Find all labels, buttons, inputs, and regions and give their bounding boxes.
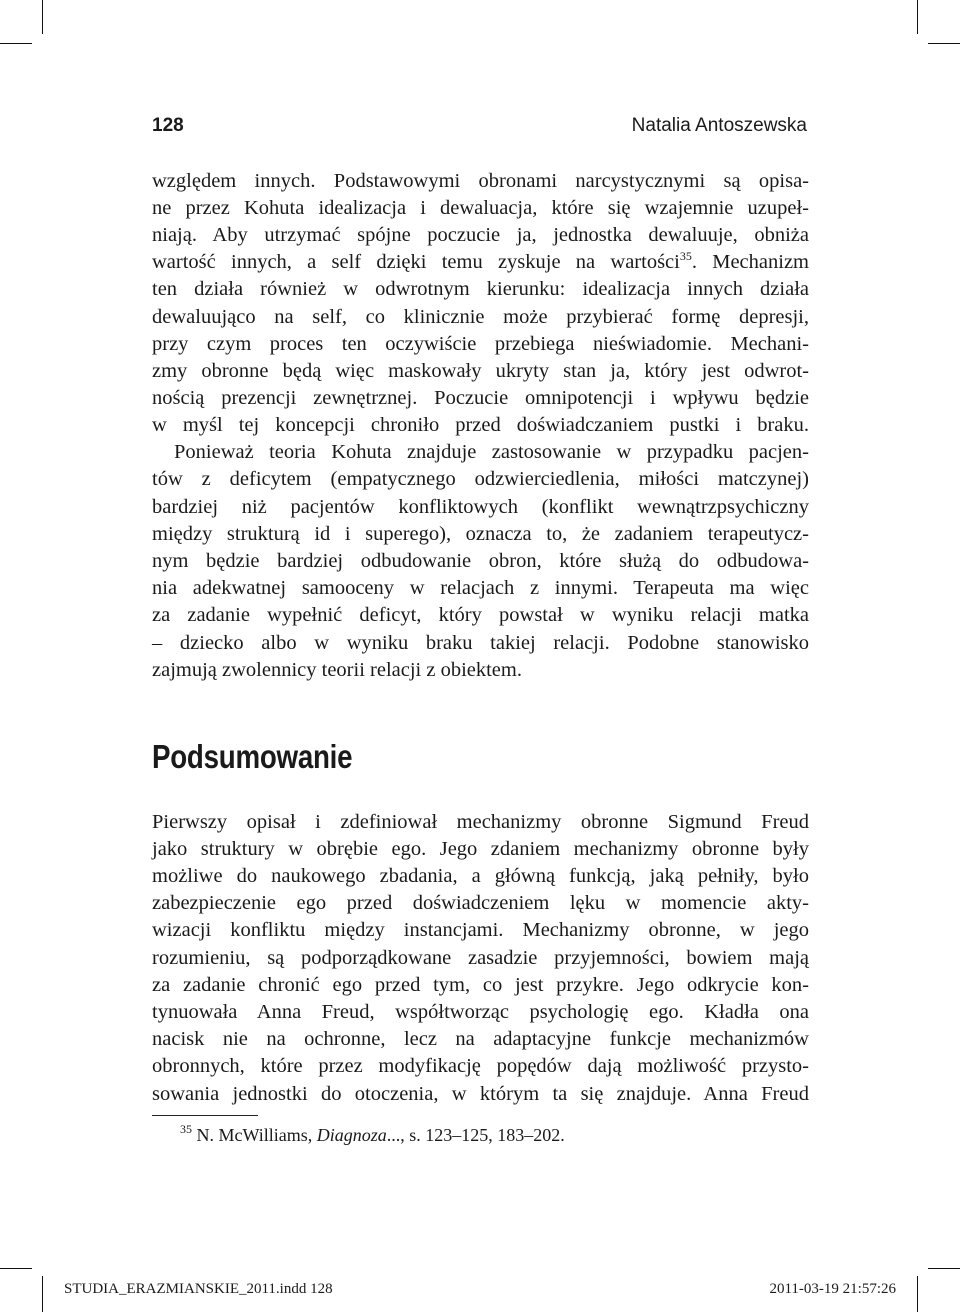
text-line: nacisk nie na ochronne, lecz na adaptacyjne funkcje mechanizmów (152, 1028, 809, 1050)
text-line: sowania jednostki do otoczenia, w którym ta się znajduje. Anna Freud (152, 1083, 809, 1105)
crop-mark (917, 1276, 918, 1312)
text-line: Pierwszy opisał i zdefiniował mechanizmy obronne Sigmund Freud (152, 811, 809, 833)
text-fragment: wartość innych, a self dzięki temu zyskuje na wartości (152, 251, 680, 273)
text-line: – dziecko albo w wyniku braku takiej relacji. Podobne stanowisko (152, 632, 809, 654)
crop-mark (928, 1268, 960, 1269)
text-line: nia adekwatnej samooceny w relacjach z innymi. Terapeuta ma więc (152, 577, 809, 599)
text-fragment: . Mechanizm (691, 251, 809, 273)
text-line: zajmują zwolennicy teorii relacji z obiektem. (152, 659, 522, 681)
crop-mark (917, 0, 918, 34)
text-line: ten działa również w odwrotnym kierunku: idealizacja innych działa (152, 278, 809, 300)
crop-mark (0, 43, 32, 44)
footnote-ref: 35 (679, 249, 692, 263)
text-line: Ponieważ teoria Kohuta znajduje zastosowanie w przypadku pacjen- (174, 441, 809, 463)
slug-file: STUDIA_ERAZMIANSKIE_2011.indd 128 (64, 1281, 333, 1297)
text-line: bardziej niż pacjentów konfliktowych (konflikt wewnątrzpsychiczny (152, 496, 809, 518)
text-line: w myśl tej koncepcji chroniło przed doświadczaniem pustki i braku. (152, 414, 809, 436)
footnote-text: N. McWilliams, (196, 1125, 317, 1145)
slug-timestamp: 2011-03-19 21:57:26 (769, 1281, 896, 1297)
text-line: niają. Aby utrzymać spójne poczucie ja, jednostka dewaluuje, obniża (152, 224, 809, 246)
text-line: za zadanie wypełnić deficyt, który powstał w wyniku relacji matka (152, 604, 809, 626)
text-line: tów z deficytem (empatycznego odzwierciedlenia, miłości matczynej) (152, 468, 809, 490)
section-heading: Podsumowanie (152, 738, 353, 775)
text-line: rozumieniu, są podporządkowane zasadzie przyjemności, bowiem mają (152, 947, 809, 969)
text-line: nym będzie bardziej odbudowanie obron, które służą do odbudowa- (152, 550, 809, 572)
footnote-number: 35 (180, 1122, 192, 1136)
text-line: przy czym proces ten oczywiście przebiega nieświadomie. Mechani- (152, 333, 809, 355)
text-line: jako struktury w obrębie ego. Jego zdaniem mechanizmy obronne były (152, 838, 809, 860)
text-line: ne przez Kohuta idealizacja i dewaluacja, które się wzajemnie uzupeł- (152, 197, 809, 219)
text-line: zmy obronne będą więc maskowały ukryty stan ja, który jest odwrot- (152, 360, 809, 382)
page-number: 128 (152, 115, 184, 136)
text-line: za zadanie chronić ego przed tym, co jest przykre. Jego odkrycie kon- (152, 974, 809, 996)
text-line: dewaluująco na self, co klinicznie może przybierać formę depresji, (152, 306, 809, 328)
text-line (152, 247, 809, 277)
crop-mark (42, 0, 43, 34)
text-line: wizacji konfliktu między instancjami. Mechanizmy obronne, w jego (152, 919, 809, 941)
crop-mark (0, 1268, 32, 1269)
crop-mark (42, 1276, 43, 1312)
text-line: względem innych. Podstawowymi obronami narcystycznymi są opisa- (152, 170, 809, 192)
text-line: obronnych, które przez modyfikację popędów dają możliwość przysto- (152, 1055, 809, 1077)
text-line: możliwe do naukowego zbadania, a główną funkcją, jaką pełniły, było (152, 865, 809, 887)
crop-mark (928, 43, 960, 44)
running-author: Natalia Antoszewska (631, 115, 807, 136)
running-header (152, 115, 807, 141)
text-line: zabezpieczenie ego przed doświadczeniem lęku w momencie akty- (152, 892, 809, 914)
text-line: tynuowała Anna Freud, współtworząc psychologię ego. Kładła ona (152, 1001, 809, 1023)
text-line: nością prezencji zewnętrznej. Poczucie omnipotencji i wpływu będzie (152, 387, 809, 409)
footnote-title: Diagnoza (316, 1125, 387, 1145)
footnote (180, 1122, 565, 1146)
footnote-divider (152, 1115, 258, 1116)
text-line: między strukturą id i superego), oznacza to, że zadaniem terapeutycz- (152, 523, 809, 545)
footnote-text: ..., s. 123–125, 183–202. (386, 1125, 565, 1145)
